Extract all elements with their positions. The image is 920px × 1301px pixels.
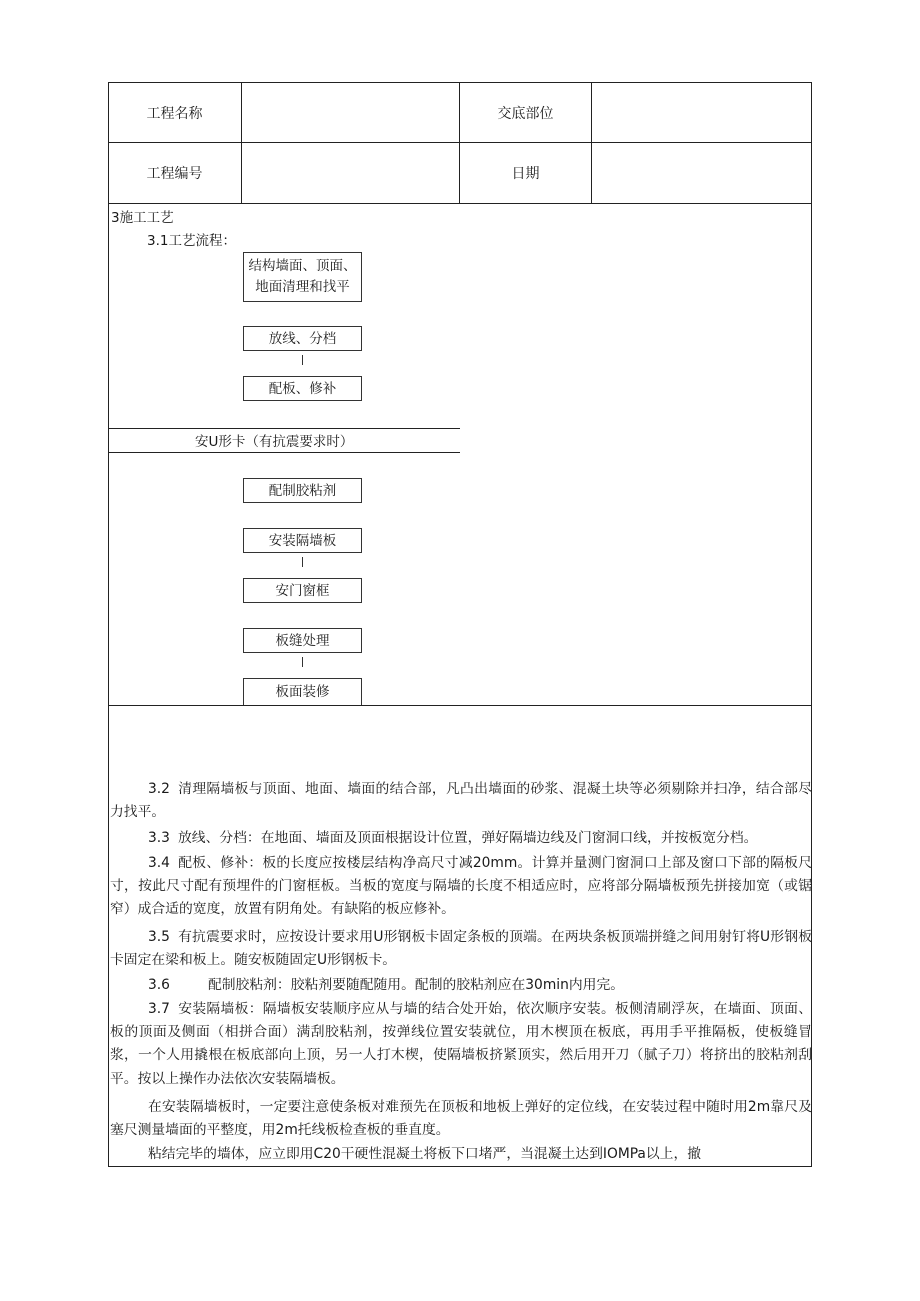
flow-step-door-frame: 安门窗框 (243, 578, 362, 603)
paragraph-3-4-number: 3.4 (148, 855, 170, 871)
paragraph-3-5-text: 有抗震要求时，应按设计要求用U形钢板卡固定条板的顶端。在两块条板顶端拼缝之间用射钉将U形钢板卡固定在梁和板上。随安板随固定U形钢板卡。 (110, 929, 812, 969)
table-border-top (108, 82, 812, 83)
paragraph-3-7-number: 3.7 (148, 1001, 170, 1017)
paragraph-3-2 (110, 778, 812, 824)
table-border-left (108, 82, 109, 1167)
paragraph-3-2-number: 3.2 (148, 781, 170, 797)
handover-part-label: 交底部位 (497, 106, 554, 122)
paragraph-install-note-text: 在安装隔墙板时，一定要注意使条板对难预先在顶板和地板上弹好的定位线，在安装过程中随时用2m靠尺及塞尺测量墙面的平整度，用2m托线板检查板的垂直度。 (110, 1099, 812, 1139)
paragraph-3-7-text: 安装隔墙板：隔墙板安装顺序应从与墙的结合处开始，依次顺序安装。板侧清刷浮灰，在墙面、顶面、板的顶面及侧面（相拼合面）满刮胶粘剂，按弹线位置安装就位，用木楔顶在板底，再用手平推隔板，使板缝冒浆，一个人用撬根在板底部向上顶，另一人打木楔，使隔墙板挤紧顶实，然后用开刀（腻子刀）将挤出的胶粘剂刮平。按以上操作办法依次安装隔墙板。 (110, 1001, 812, 1087)
paragraph-3-7 (110, 998, 812, 1091)
header-col-divider-3 (591, 82, 592, 203)
paragraph-3-3-number: 3.3 (148, 830, 170, 846)
flow-step-joint: 板缝处理 (243, 628, 362, 653)
section-title: 3施工工艺 (111, 210, 174, 226)
paragraph-seal-note-text: 粘结完毕的墙体，应立即用C20干硬性混凝土将板下口堵严，当混凝土达到IOMPa以上，撤 (148, 1146, 702, 1162)
flow-step-u-clip: 安U形卡（有抗震要求时） (195, 434, 354, 450)
paragraph-install-note (110, 1096, 812, 1142)
project-no-label: 工程编号 (146, 166, 203, 182)
header-bottom-divider (108, 203, 812, 204)
flow-step-install-board: 安装隔墙板 (243, 528, 362, 553)
paragraph-3-3-text: 放线、分档：在地面、墙面及顶面根据设计位置，弹好隔墙边线及门窗洞口线，并按板宽分档。 (177, 830, 758, 846)
header-row-divider (108, 142, 812, 143)
flow-connector (302, 657, 303, 667)
flow-step-layout: 放线、分档 (243, 326, 362, 351)
flow-step-finishing: 板面装修 (243, 678, 362, 705)
paragraph-3-5-number: 3.5 (148, 929, 170, 945)
header-col-divider-1 (241, 82, 242, 203)
flow-step-cleaning-line2: 地面清理和找平 (255, 279, 350, 295)
paragraph-3-3 (110, 827, 812, 850)
flow-connector (302, 355, 303, 365)
flow-connector (302, 557, 303, 567)
paragraph-3-6-text: 配制胶粘剂：胶粘剂要随配随用。配制的胶粘剂应在30min内用完。 (207, 977, 625, 993)
flow-ushape-rule-top (108, 428, 460, 429)
paragraph-seal-note (110, 1143, 812, 1166)
flow-step-fitting: 配板、修补 (243, 376, 362, 401)
paragraph-3-4 (110, 852, 812, 922)
header-col-divider-2 (459, 82, 460, 203)
section-subtitle: 3.1工艺流程： (147, 233, 236, 249)
paragraph-3-6 (110, 974, 812, 997)
paragraph-3-6-number: 3.6 (148, 977, 170, 993)
paragraph-3-2-text: 清理隔墙板与顶面、地面、墙面的结合部，凡凸出墙面的砂浆、混凝土块等必须剔除并扫净，结合部尽力找平。 (110, 781, 812, 821)
date-label: 日期 (511, 166, 540, 182)
flowchart-bottom-divider (108, 705, 812, 706)
paragraph-3-4-text: 配板、修补：板的长度应按楼层结构净高尺寸减20mm。计算并量测门窗洞口上部及窗口下部的隔板尺寸，按此尺寸配有预埋件的门窗框板。当板的宽度与隔墙的长度不相适应时，应将部分隔墙板预先拼接加宽（或锯窄）成合适的宽度，放置有阴角处。有缺陷的板应修补。 (110, 855, 812, 918)
paragraph-3-5 (110, 926, 812, 972)
flow-ushape-rule-bottom (108, 452, 460, 453)
flow-step-adhesive: 配制胶粘剂 (243, 478, 362, 503)
flow-step-cleaning-line1: 结构墙面、顶面、 (248, 258, 357, 274)
project-name-label: 工程名称 (146, 106, 203, 122)
flow-step-cleaning (243, 252, 362, 302)
